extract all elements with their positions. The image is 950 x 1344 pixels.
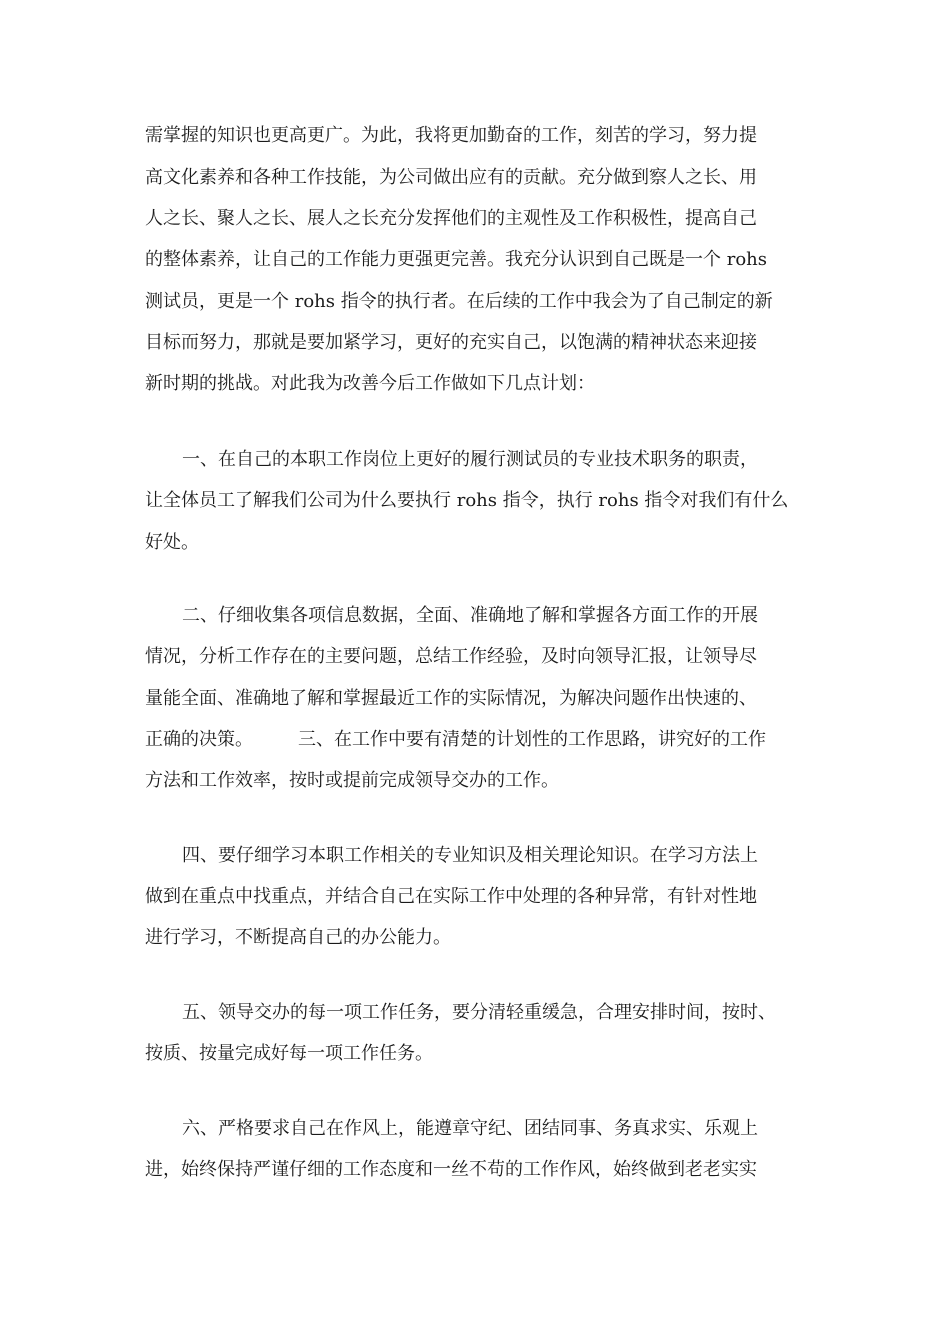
paragraph-line: 高文化素养和各种工作技能，为公司做出应有的贡献。充分做到察人之长、用 [145, 167, 757, 188]
paragraph-line: 进，始终保持严谨仔细的工作态度和一丝不苟的工作作风，始终做到老老实实 [145, 1159, 757, 1180]
paragraph-line: 按质、按量完成好每一项工作任务。 [145, 1043, 433, 1064]
paragraph-line: 量能全面、准确地了解和掌握最近工作的实际情况，为解决问题作出快速的、 [145, 688, 757, 709]
paragraph-line: 进行学习，不断提高自己的办公能力。 [145, 927, 451, 948]
paragraph-line: 新时期的挑战。对此我为改善今后工作做如下几点计划： [145, 373, 595, 394]
paragraph-line: 好处。 [145, 532, 199, 553]
paragraph-line: 四、要仔细学习本职工作相关的专业知识及相关理论知识。在学习方法上 [182, 845, 758, 866]
paragraph-line: 一、在自己的本职工作岗位上更好的履行测试员的专业技术职务的职责， [182, 449, 758, 470]
paragraph-line: 六、严格要求自己在作风上，能遵章守纪、团结同事、务真求实、乐观上 [182, 1118, 758, 1139]
paragraph-line: 二、仔细收集各项信息数据，全面、准确地了解和掌握各方面工作的开展 [182, 605, 758, 626]
paragraph-line: 五、领导交办的每一项工作任务，要分清轻重缓急，合理安排时间，按时、 [182, 1002, 776, 1023]
paragraph-line: 测试员，更是一个 rohs 指令的执行者。在后续的工作中我会为了自己制定的新 [145, 291, 773, 312]
paragraph-line: 目标而努力，那就是要加紧学习，更好的充实自己，以饱满的精神状态来迎接 [145, 332, 757, 353]
paragraph-line: 正确的决策。 三、在工作中要有清楚的计划性的工作思路，讲究好的工作 [145, 729, 766, 750]
paragraph-line: 让全体员工了解我们公司为什么要执行 rohs 指令，执行 rohs 指令对我们有什么 [145, 490, 789, 511]
paragraph-line: 需掌握的知识也更高更广。为此，我将更加勤奋的工作，刻苦的学习，努力提 [145, 125, 757, 146]
paragraph-line: 做到在重点中找重点，并结合自己在实际工作中处理的各种异常，有针对性地 [145, 886, 757, 907]
paragraph-line: 情况，分析工作存在的主要问题，总结工作经验，及时向领导汇报，让领导尽 [145, 646, 757, 667]
paragraph-line: 方法和工作效率，按时或提前完成领导交办的工作。 [145, 770, 559, 791]
paragraph-line: 人之长、聚人之长、展人之长充分发挥他们的主观性及工作积极性，提高自己 [145, 208, 757, 229]
paragraph-line: 的整体素养，让自己的工作能力更强更完善。我充分认识到自己既是一个 rohs [145, 249, 767, 270]
